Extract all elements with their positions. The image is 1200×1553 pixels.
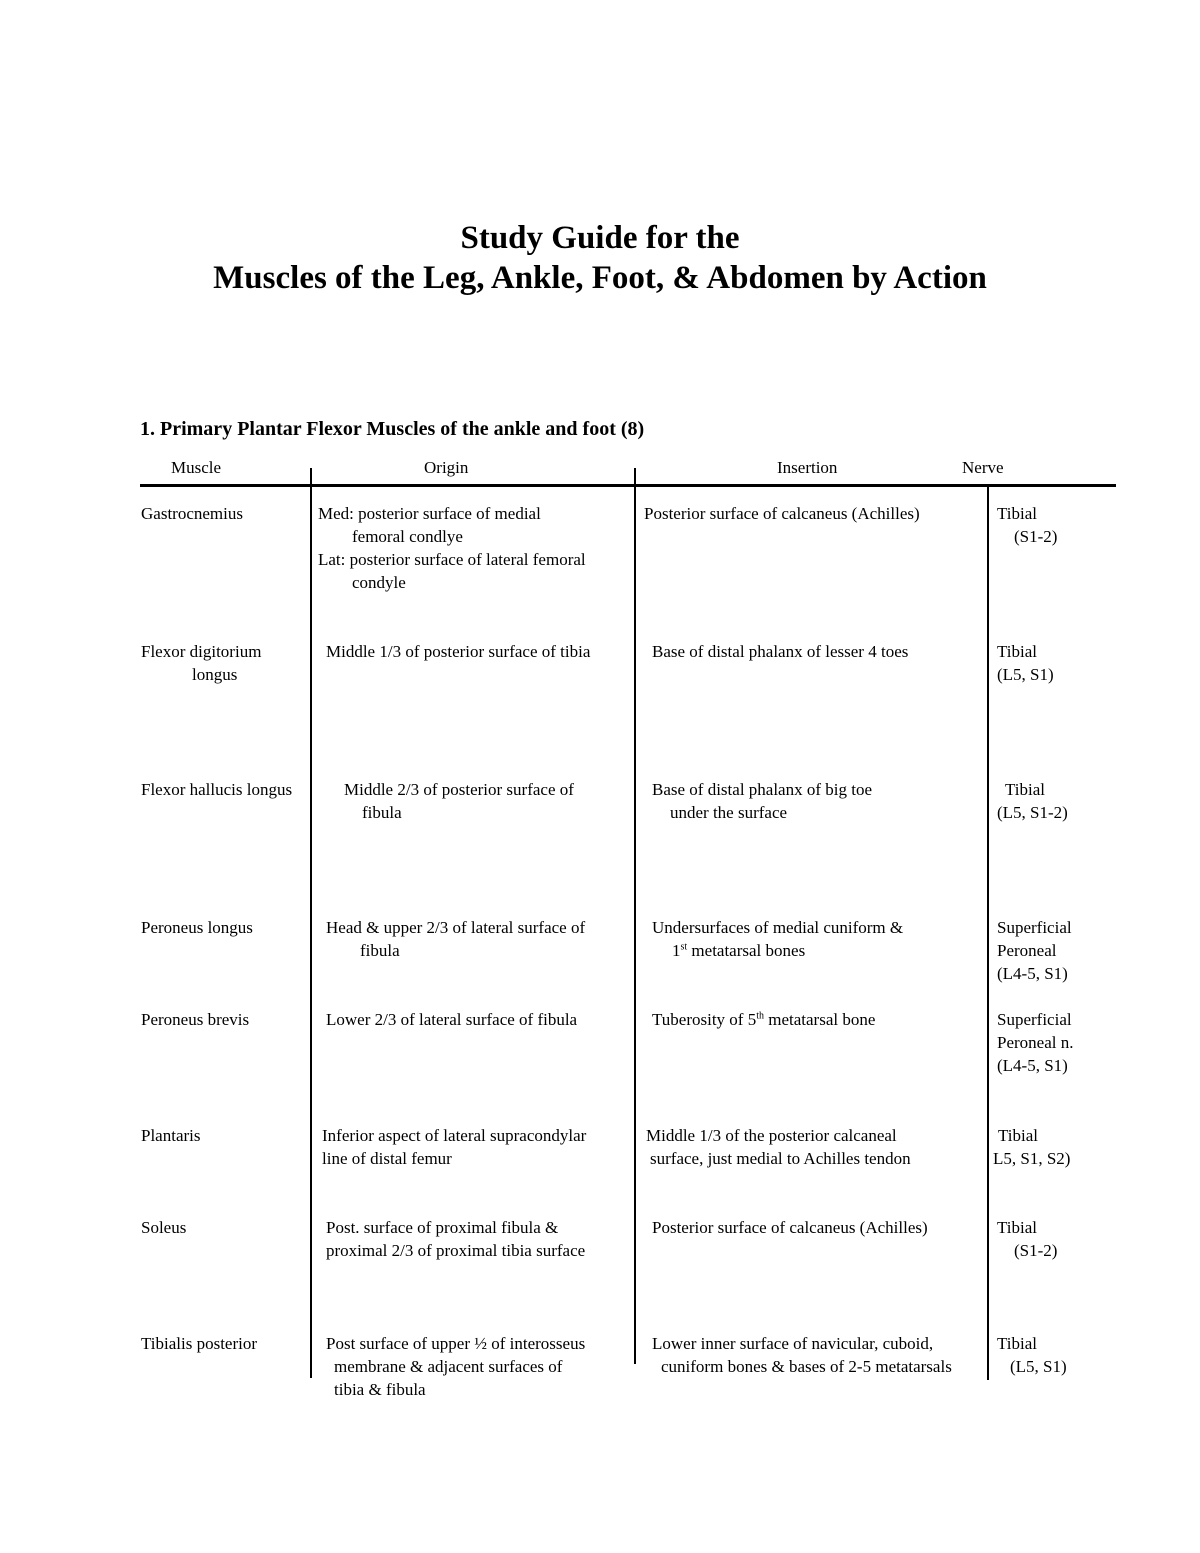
- column-header-muscle: Muscle: [171, 458, 222, 477]
- row-flexor-hallucis-insertion: Base of distal phalanx of big toe under the surface: [652, 780, 873, 822]
- row-soleus-nerve: Tibial (S1-2): [997, 1218, 1058, 1260]
- row-tibialis-posterior-insertion: Lower inner surface of navicular, cuboid, cuniform bones & bases of 2-5 metatarsals: [652, 1334, 952, 1376]
- row-peroneus-longus-muscle: Peroneus longus: [141, 918, 253, 937]
- row-plantaris-muscle: Plantaris: [141, 1126, 201, 1145]
- row-tibialis-posterior-nerve: Tibial (L5, S1): [997, 1334, 1067, 1376]
- section-heading: 1. Primary Plantar Flexor Muscles of the ankle and foot (8): [140, 418, 645, 440]
- row-plantaris-nerve: Tibial L5, S1, S2): [993, 1126, 1071, 1168]
- row-peroneus-brevis-muscle: Peroneus brevis: [141, 1010, 250, 1029]
- row-flexor-hallucis-nerve: Tibial (L5, S1-2): [997, 780, 1068, 822]
- column-header-insertion: Insertion: [777, 458, 838, 477]
- row-peroneus-longus-origin: Head & upper 2/3 of lateral surface of fibula: [326, 918, 586, 960]
- row-plantaris-insertion: Middle 1/3 of the posterior calcaneal surface, just medial to Achilles tendon: [646, 1126, 911, 1168]
- row-soleus-origin: Post. surface of proximal fibula & proximal 2/3 of proximal tibia surface: [326, 1218, 586, 1260]
- row-peroneus-brevis-origin: Lower 2/3 of lateral surface of fibula: [326, 1010, 578, 1029]
- column-divider-1: [310, 468, 312, 1378]
- column-header-origin: Origin: [424, 458, 469, 477]
- row-gastrocnemius-insertion: Posterior surface of calcaneus (Achilles): [644, 504, 920, 523]
- row-peroneus-longus-nerve: Superficial Peroneal (L4-5, S1): [997, 918, 1072, 983]
- header-rule: [140, 484, 1116, 487]
- row-gastrocnemius-origin: Med: posterior surface of medial femoral condlye Lat: posterior surface of lateral femoral condyle: [318, 504, 586, 592]
- row-gastrocnemius-nerve: Tibial (S1-2): [997, 504, 1058, 546]
- row-soleus-muscle: Soleus: [141, 1218, 187, 1237]
- column-divider-2: [634, 468, 636, 1364]
- row-tibialis-posterior-muscle: Tibialis posterior: [141, 1334, 258, 1353]
- row-peroneus-brevis-nerve: Superficial Peroneal n. (L4-5, S1): [997, 1010, 1074, 1075]
- row-flexor-hallucis-muscle: Flexor hallucis longus: [141, 780, 293, 799]
- row-peroneus-longus-insertion: Undersurfaces of medial cuniform & 1st metatarsal bones: [652, 918, 904, 960]
- row-flexor-hallucis-origin: Middle 2/3 of posterior surface of fibula: [344, 780, 574, 822]
- row-soleus-insertion: Posterior surface of calcaneus (Achilles): [652, 1218, 928, 1237]
- row-tibialis-posterior-origin: Post surface of upper ½ of interosseus membrane & adjacent surfaces of tibia & fibula: [326, 1334, 586, 1399]
- column-divider-3: [987, 484, 989, 1380]
- row-gastrocnemius-muscle: Gastrocnemius: [141, 504, 243, 523]
- row-flexor-digitorium-muscle: Flexor digitorium longus: [141, 642, 262, 684]
- row-flexor-digitorium-nerve: Tibial (L5, S1): [997, 642, 1054, 684]
- row-plantaris-origin: Inferior aspect of lateral supracondylar line of distal femur: [322, 1126, 587, 1168]
- row-flexor-digitorium-origin: Middle 1/3 of posterior surface of tibia: [326, 642, 591, 661]
- row-peroneus-brevis-insertion: Tuberosity of 5th metatarsal bone: [652, 1010, 876, 1029]
- column-header-nerve: Nerve: [962, 458, 1004, 477]
- document-subtitle: Muscles of the Leg, Ankle, Foot, & Abdomen by Action: [213, 260, 987, 296]
- document-title: Study Guide for the: [460, 220, 740, 256]
- row-flexor-digitorium-insertion: Base of distal phalanx of lesser 4 toes: [652, 642, 909, 661]
